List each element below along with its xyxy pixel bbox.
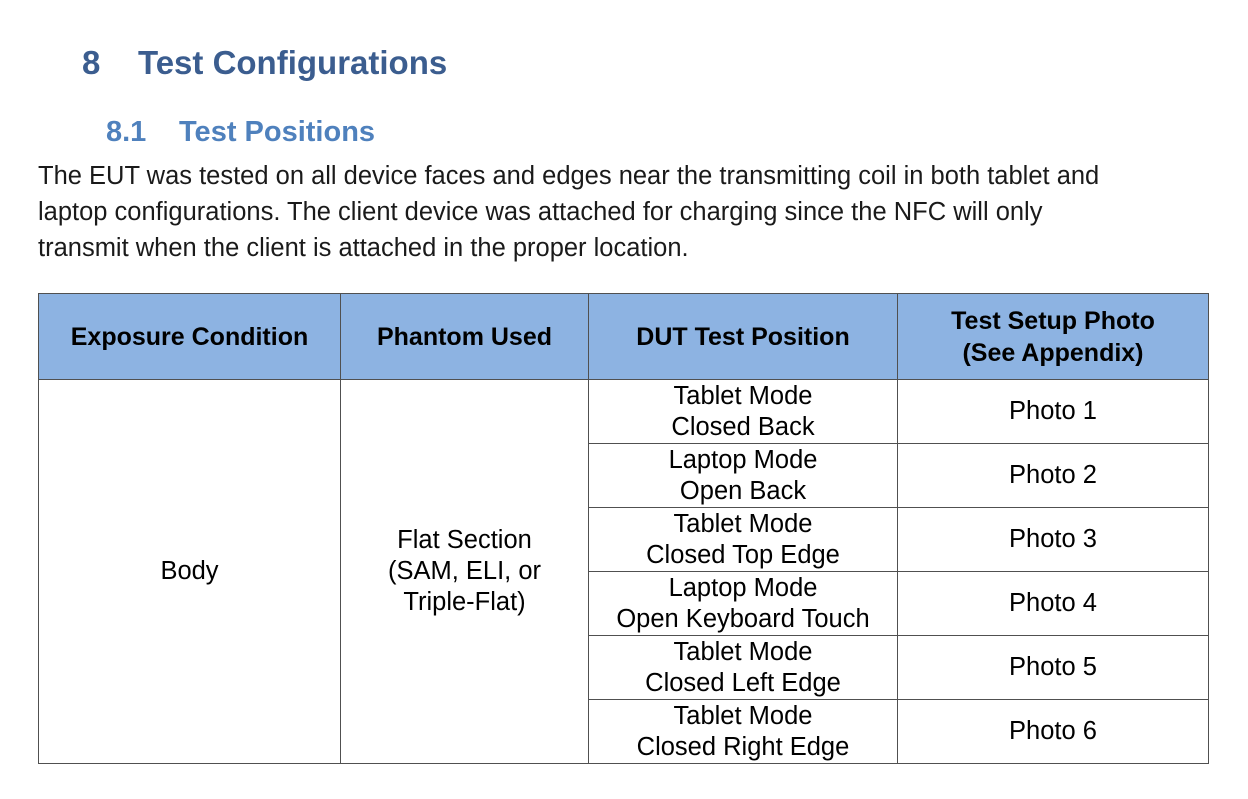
position-cell (589, 700, 898, 764)
intro-paragraph (38, 158, 1218, 266)
position-cell (589, 444, 898, 508)
header-dut-test-position: DUT Test Position (589, 294, 898, 380)
position-line: Tablet Mode (673, 701, 813, 730)
position-cell (589, 508, 898, 572)
position-line: Laptop Mode (668, 445, 818, 474)
position-line: Laptop Mode (668, 573, 818, 602)
phantom-used-cell (341, 380, 589, 764)
section-number: 8 (82, 44, 101, 81)
photo-cell: Photo 4 (898, 572, 1209, 636)
section-heading (82, 44, 447, 82)
header-test-setup-photo (898, 294, 1209, 380)
section-title: Test Configurations (138, 44, 448, 81)
photo-cell: Photo 2 (898, 444, 1209, 508)
position-line: Tablet Mode (673, 381, 813, 410)
photo-cell: Photo 5 (898, 636, 1209, 700)
position-cell (589, 636, 898, 700)
photo-cell: Photo 6 (898, 700, 1209, 764)
position-line: Closed Back (671, 412, 815, 441)
subsection-heading (106, 116, 375, 149)
phantom-line: Triple-Flat) (403, 588, 526, 616)
position-line: Closed Left Edge (645, 668, 841, 697)
paragraph-line: The EUT was tested on all device faces and edges near the transmitting coil in both tablet and (38, 162, 1100, 190)
position-cell (589, 380, 898, 444)
position-line: Tablet Mode (673, 637, 813, 666)
table-header-row (39, 294, 1209, 380)
photo-cell: Photo 1 (898, 380, 1209, 444)
position-line: Closed Right Edge (636, 732, 850, 761)
header-exposure-condition: Exposure Condition (39, 294, 341, 380)
position-line: Tablet Mode (673, 509, 813, 538)
paragraph-line: laptop configurations. The client device was attached for charging since the NFC will only (38, 198, 1043, 226)
subsection-title: Test Positions (179, 116, 376, 148)
paragraph-line: transmit when the client is attached in the proper location. (38, 234, 689, 262)
test-positions-table (38, 293, 1209, 764)
exposure-condition-cell: Body (39, 380, 341, 764)
header-phantom-used: Phantom Used (341, 294, 589, 380)
header-photo-line: Test Setup Photo (951, 306, 1155, 335)
subsection-number: 8.1 (106, 116, 147, 148)
table-row (39, 380, 1209, 444)
phantom-line: Flat Section (397, 526, 532, 554)
photo-cell: Photo 3 (898, 508, 1209, 572)
phantom-line: (SAM, ELI, or (387, 557, 542, 585)
position-line: Open Keyboard Touch (616, 604, 870, 633)
position-line: Open Back (679, 476, 807, 505)
position-cell (589, 572, 898, 636)
header-photo-line: (See Appendix) (962, 338, 1144, 367)
position-line: Closed Top Edge (646, 540, 840, 569)
